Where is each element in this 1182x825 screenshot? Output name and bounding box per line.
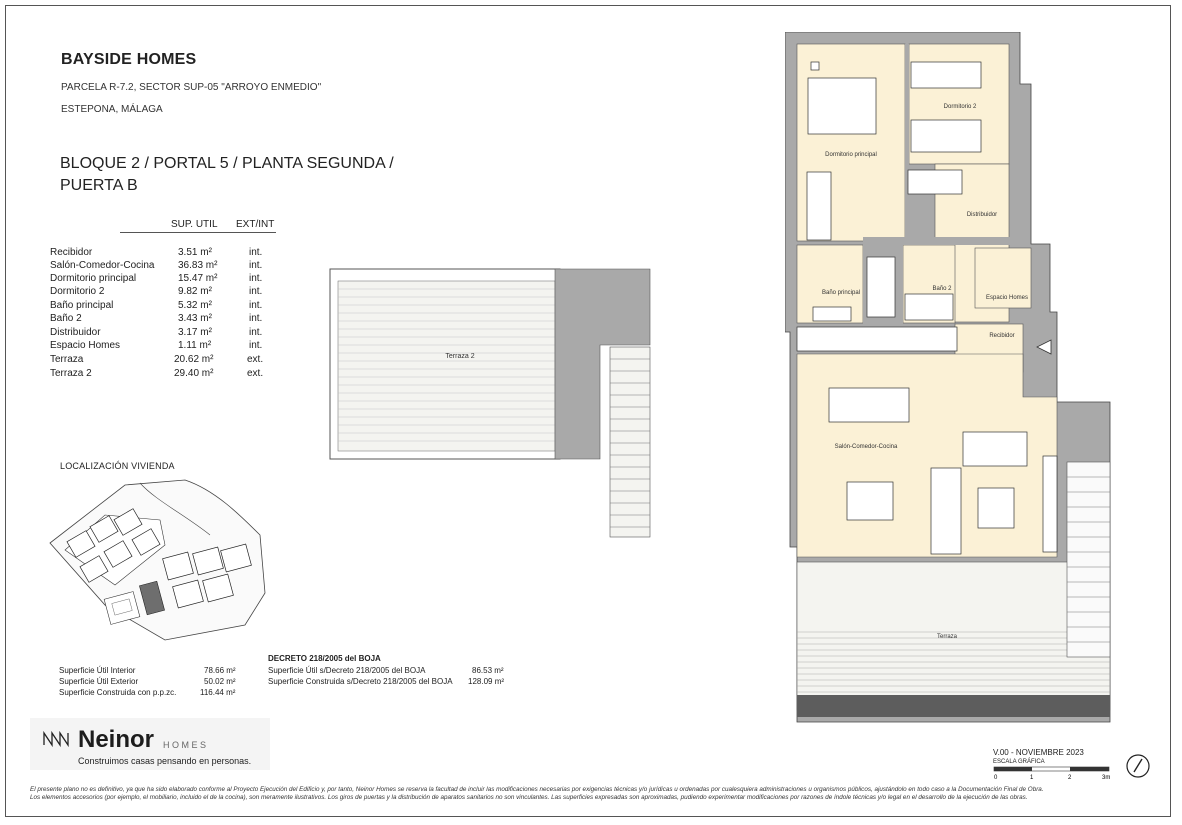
label-dormitorio-2: Dormitorio 2 (943, 104, 977, 110)
disclaimer-line-1: El presente plano no es definitivo, ya que ha sido elaborado conforme al Proyecto Ejecución del Edificio y, por tanto, Neinor Homes se reserva la facultad de incluir las modificaciones necesarias por exigencias técnicas y/o jurídicas u ordenadas por cualesquiera administraciones u organismos públicos, ajustándolo en todo caso a la Documentación Final de Obra. (30, 786, 1044, 793)
scale-tick: 0 (994, 775, 998, 781)
location-label: LOCALIZACIÓN VIVIENDA (60, 461, 175, 471)
terraza2-label: Terraza 2 (445, 353, 475, 360)
bed-2b (911, 120, 981, 152)
kitchen-island (829, 388, 909, 422)
dining-table (847, 482, 893, 520)
address-line-1: PARCELA R-7.2, SECTOR SUP-05 "ARROYO ENMEDIO" (61, 82, 322, 93)
logo-suffix: HOMES (163, 740, 209, 750)
table-row: Salón-Comedor-Cocina 36.83 m² int. (50, 260, 263, 271)
version-label: V.00 - NOVIEMBRE 2023 (993, 748, 1084, 757)
sink-main (813, 307, 851, 321)
table-row: Superficie Construida s/Decreto 218/2005 del BOJA 128.09 m² (268, 677, 505, 686)
table-row: Terraza 2 29.40 m² ext. (50, 368, 264, 379)
unit-title-line-2: PUERTA B (60, 177, 138, 194)
header-rule (120, 232, 276, 233)
table-row: Superficie Útil Interior 78.66 m² (59, 666, 236, 675)
table-row: Terraza 20.62 m² ext. (50, 354, 264, 365)
bed-2a (911, 62, 981, 88)
sofa (963, 432, 1027, 466)
kitchen-counter (797, 327, 957, 351)
unit-title (60, 153, 394, 197)
scale-bar (990, 765, 1115, 785)
sofa-2 (931, 468, 961, 554)
terrace-planter (797, 695, 1110, 717)
col-header-sup: SUP. UTIL (171, 219, 218, 230)
rug-table (978, 488, 1014, 528)
table-row: Recibidor 3.51 m² int. (50, 247, 263, 258)
label-bano-2: Baño 2 (932, 286, 952, 292)
brand-title: BAYSIDE HOMES (61, 51, 197, 68)
neinor-logo-icon (42, 731, 72, 747)
external-stair (1067, 462, 1110, 657)
scale-tick: 3m (1102, 775, 1111, 781)
shower-2 (905, 294, 953, 320)
wardrobe-2 (908, 170, 962, 194)
scale-label: ESCALA GRÁFICA (993, 759, 1045, 765)
col-header-type: EXT/INT (236, 219, 275, 230)
decreto-table (268, 654, 508, 688)
label-terraza: Terraza (936, 634, 958, 640)
label-salon: Salón-Comedor-Cocina (834, 444, 898, 450)
disclaimer-line-2: Los elementos accesorios (por ejemplo, el mobiliario, incluido el de la cocina), son meramente ilustrativos. Los giros de puertas y la distribución de aparatos sanitarios no son vinculantes. Las superficies expresadas son aproximadas, pudiendo experimentar modificaciones por razones de índole técnicas y/o legal en el desarrollo de la ejecución de las obras. (30, 794, 1028, 801)
table-row: Espacio Homes 1.11 m² int. (50, 340, 263, 351)
terraza2-plan (325, 265, 665, 540)
table-row: Dormitorio principal 15.47 m² int. (50, 273, 263, 284)
disclaimer (30, 786, 1180, 802)
north-arrow-icon (1125, 753, 1151, 779)
nightstand (811, 62, 819, 70)
wardrobe (807, 172, 831, 240)
table-row: Superficie Útil Exterior 50.02 m² (59, 677, 236, 686)
label-distribuidor: Distribuidor (966, 212, 998, 218)
stair-landing (610, 347, 650, 537)
table-row: Dormitorio 2 9.82 m² int. (50, 286, 263, 297)
table-row: Distribuidor 3.17 m² int. (50, 327, 263, 338)
label-recibidor: Recibidor (989, 333, 1015, 339)
scale-tick: 1 (1030, 775, 1034, 781)
location-map (45, 475, 270, 645)
table-row: Superficie Construida con p.p.zc. 116.44 m² (59, 688, 236, 697)
decreto-title: DECRETO 218/2005 del BOJA (268, 654, 381, 663)
floor-plan (785, 32, 1120, 727)
bed-main (808, 78, 876, 134)
table-row: Baño principal 5.32 m² int. (50, 300, 263, 311)
label-dormitorio-principal: Dormitorio principal (825, 152, 877, 158)
address-line-2: ESTEPONA, MÁLAGA (61, 104, 163, 115)
logo-wordmark: Neinor (78, 726, 155, 753)
unit-title-line-1: BLOQUE 2 / PORTAL 5 / PLANTA SEGUNDA / (60, 155, 394, 172)
scale-tick: 2 (1068, 775, 1072, 781)
totals-table (59, 666, 244, 699)
table-row: Baño 2 3.43 m² int. (50, 313, 263, 324)
shower (867, 257, 895, 317)
label-espacio-homes: Espacio Homes (985, 295, 1029, 301)
label-bano-principal: Baño principal (821, 290, 861, 296)
tv-unit (1043, 456, 1057, 552)
table-row: Superficie Útil s/Decreto 218/2005 del BOJA 86.53 m² (268, 666, 504, 675)
logo-tagline: Construimos casas pensando en personas. (78, 756, 252, 766)
